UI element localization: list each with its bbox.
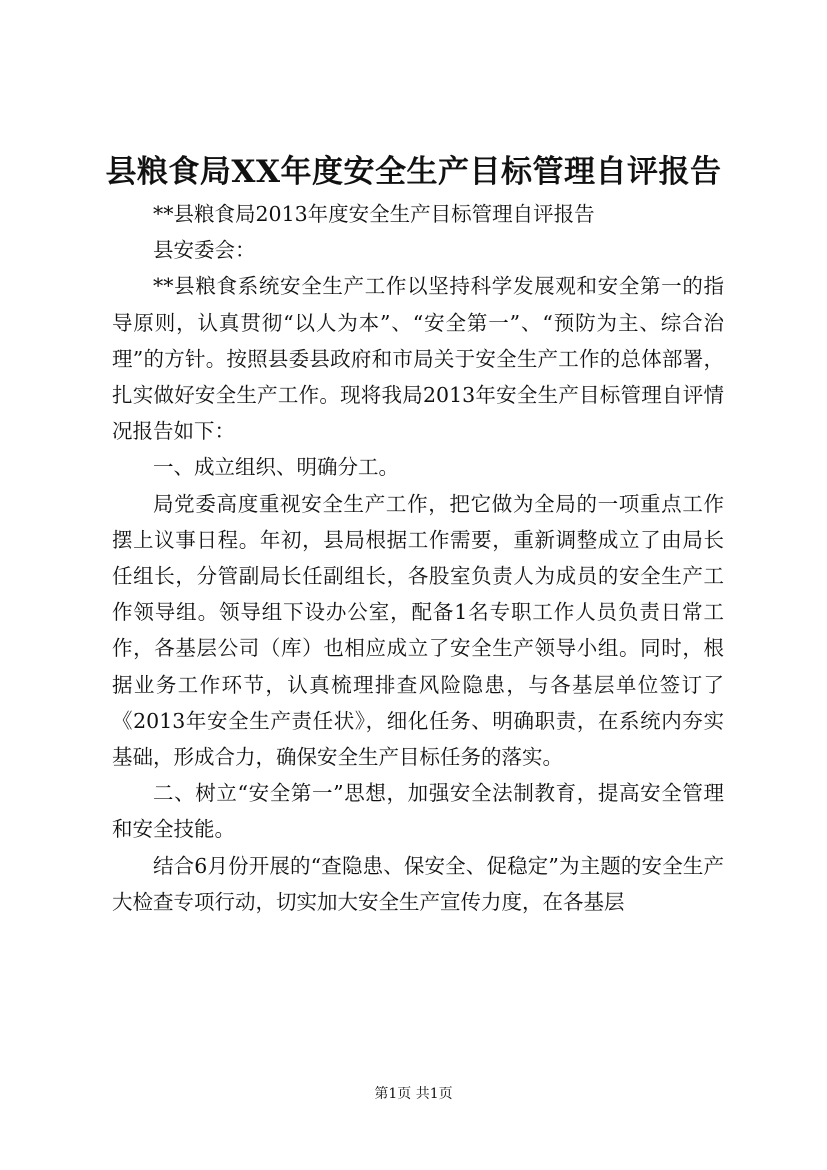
- section-heading-1: 一、成立组织、明确分工。: [153, 455, 399, 480]
- salutation-paragraph: 县安委会：: [153, 238, 256, 263]
- report-heading-paragraph: **县粮食局2013年度安全生产目标管理自评报告: [153, 202, 595, 226]
- section-heading-2: 二、树立“安全第一”思想，加强安全法制教育，提高安全管理和安全技能。: [112, 781, 724, 842]
- document-title: 县粮食局XX年度安全生产目标管理自评报告: [105, 154, 722, 190]
- section-1-paragraph: 局党委高度重视安全生产工作，把它做为全局的一项重点工作摆上议事日程。年初，县局根据工作需要，重新调整成立了由局长任组长，分管副局长任副组长，各股室负责人为成员的安全生产工作领导组。领导组下设办公室，配备1名专职工作人员负责日常工作，各基层公司（库）也相应成立了安全生产领导小组。同时，根据业务工作环节，认真梳理排查风险隐患，与各基层单位签订了《2013年安全生产责任状》，细化任务、明确职责，在系统内夯实基础，形成合力，确保安全生产目标任务的落实。: [112, 491, 724, 770]
- intro-paragraph: **县粮食系统安全生产工作以坚持科学发展观和安全第一的指导原则，认真贯彻“以人为本”、“安全第一”、“预防为主、综合治理”的方针。按照县委县政府和市局关于安全生产工作的总体部署，扎实做好安全生产工作。现将我局2013年安全生产目标管理自评情况报告如下：: [112, 274, 724, 444]
- section-2-paragraph: 结合6月份开展的“查隐患、保安全、促稳定”为主题的安全生产大检查专项行动，切实加大安全生产宣传力度，在各基层: [112, 853, 724, 914]
- document-body: [112, 196, 724, 920]
- page-footer: 第1页 共1页: [374, 1086, 453, 1102]
